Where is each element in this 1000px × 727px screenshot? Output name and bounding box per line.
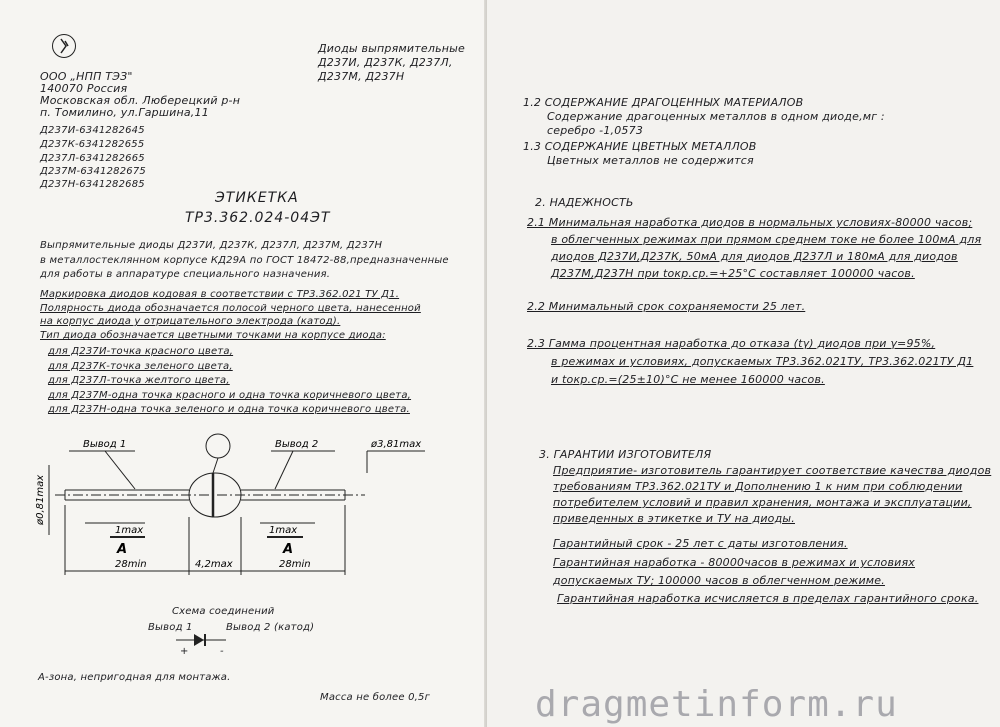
label-title: ЭТИКЕТКА (215, 190, 299, 206)
warranty-line: Гарантийная наработка исчисляется в пределах гарантийного срока. (557, 592, 979, 605)
warranty-line: допускаемых ТУ; 100000 часов в облегченном режиме. (553, 574, 885, 587)
company-logo (52, 34, 76, 58)
body-line: для Д237Н-одна точка зеленого и одна точка коричневого цвета. (48, 404, 410, 415)
body-line: для Д237Л-точка желтого цвета, (48, 375, 230, 386)
left-page (0, 0, 487, 727)
s12-body: Содержание драгоценных металлов в одном диоде,мг : (547, 110, 885, 123)
zone-a-right: А (283, 542, 294, 557)
length-left: 28min (115, 559, 147, 570)
code-line: Д237М-6341282675 (40, 166, 146, 177)
s3-body: требованиям ТР3.362.021ТУ и Дополнению 1 к ним при соблюдении (553, 480, 963, 493)
body-line: для работы в аппаратуре специального назначения. (40, 269, 331, 280)
s3-body: Предприятие- изготовитель гарантирует соответствие качества диодов (553, 464, 992, 477)
body-line: Маркировка диодов кодовая в соответствии с ТР3.362.021 ТУ Д1. (40, 289, 400, 300)
s3-title: 3. ГАРАНТИИ ИЗГОТОВИТЕЛЯ (539, 448, 712, 461)
body-line: для Д237И-точка красного цвета, (48, 346, 234, 357)
warranty-line: Гарантийный срок - 25 лет с даты изготовления. (553, 537, 848, 550)
code-line: Д237Л-6341282665 (40, 153, 145, 164)
code-line: Д237Н-6341282685 (40, 179, 145, 190)
minus-sign: - (220, 646, 224, 657)
company-region: Московская обл. Люберецкий р-н (40, 94, 241, 107)
s22-line: 2.2 Минимальный срок сохраняемости 25 лет. (527, 300, 806, 313)
s21-line: 2.1 Минимальная наработка диодов в нормальных условиях-80000 часов; (527, 216, 973, 229)
body-line: для Д237М-одна точка красного и одна точка коричневого цвета, (48, 390, 412, 401)
lead2-label: Вывод 2 (275, 439, 319, 450)
company-name: ООО „НПП ТЭЗ" (40, 70, 133, 83)
s3-body: потребителем условий и правил хранения, монтажа и эксплуатации, (553, 496, 972, 509)
s23-line: 2.3 Гамма процентная наработка до отказа (tγ) диодов при γ=95%, (527, 337, 936, 350)
s13-body: Цветных металлов не содержится (547, 154, 754, 167)
body-line: Тип диода обозначается цветными точками на корпусе диода: (40, 330, 386, 341)
zone-a-left: А (117, 542, 128, 557)
s23-line: в режимах и условиях, допускаемых ТР3.362.021ТУ, ТР3.362.021ТУ Д1 (551, 355, 974, 368)
one-max-left: 1max (115, 525, 144, 536)
length-body: 4,2max (195, 559, 233, 570)
s12-body: серебро -1,0573 (547, 124, 644, 137)
diode-dimension-drawing (35, 425, 455, 595)
doc-number: ТР3.362.024-04ЭТ (185, 210, 331, 226)
code-line: Д237И-6341282645 (40, 125, 145, 136)
lead-diameter-label: ø0,81max (35, 474, 46, 525)
s2-title: 2. НАДЕЖНОСТЬ (535, 196, 634, 209)
s3-body: приведенных в этикетке и ТУ на диоды. (553, 512, 795, 525)
mass-note: Масса не более 0,5г (320, 692, 431, 703)
body-line: для Д237К-точка зеленого цвета, (48, 361, 233, 372)
header-types-2: Д237М, Д237Н (318, 70, 405, 83)
lead1-label: Вывод 1 (83, 439, 127, 450)
zone-note: А-зона, непригодная для монтажа. (38, 672, 231, 683)
body-line: Полярность диода обозначается полосой черного цвета, нанесенной (40, 303, 421, 314)
warranty-line: Гарантийная наработка - 80000часов в режимах и условиях (553, 556, 916, 569)
plus-sign: + (180, 646, 189, 657)
s13-title: 1.3 СОДЕРЖАНИЕ ЦВЕТНЫХ МЕТАЛЛОВ (523, 140, 757, 153)
body-line: на корпус диода у отрицательного электрода (катод). (40, 316, 341, 327)
s21-line: диодов Д237И,Д237К, 50мА для диодов Д237Л и 180мА для диодов (551, 250, 958, 263)
s21-line: Д237М,Д237Н при tокр.ср.=+25°С составляет 100000 часов. (551, 267, 915, 280)
one-max-right: 1max (269, 525, 298, 536)
scheme-lead2: Вывод 2 (катод) (226, 622, 315, 633)
s12-title: 1.2 СОДЕРЖАНИЕ ДРАГОЦЕННЫХ МАТЕРИАЛОВ (523, 96, 804, 109)
code-line: Д237К-6341282655 (40, 139, 145, 150)
right-page (487, 0, 1000, 727)
body-line: в металлостеклянном корпусе КД29А по ГОСТ 18472-88,предназначенные (40, 255, 449, 266)
scheme-title: Схема соединений (172, 606, 275, 617)
scheme-lead1: Вывод 1 (148, 622, 193, 633)
s21-line: в облегченных режимах при прямом среднем токе не более 100мА для (551, 233, 982, 246)
site-watermark: dragmetinform.ru (535, 684, 898, 725)
company-street: п. Томилино, ул.Гаршина,11 (40, 106, 209, 119)
header-product: Диоды выпрямительные (318, 42, 465, 55)
header-types-1: Д237И, Д237К, Д237Л, (318, 56, 453, 69)
body-line: Выпрямительные диоды Д237И, Д237К, Д237Л, Д237М, Д237Н (40, 240, 383, 251)
length-right: 28min (279, 559, 311, 570)
body-diameter-label: ø3,81max (371, 439, 422, 450)
company-zip: 140070 Россия (40, 82, 128, 95)
s23-line: и tокр.ср.=(25±10)°С не менее 160000 часов. (551, 373, 825, 386)
